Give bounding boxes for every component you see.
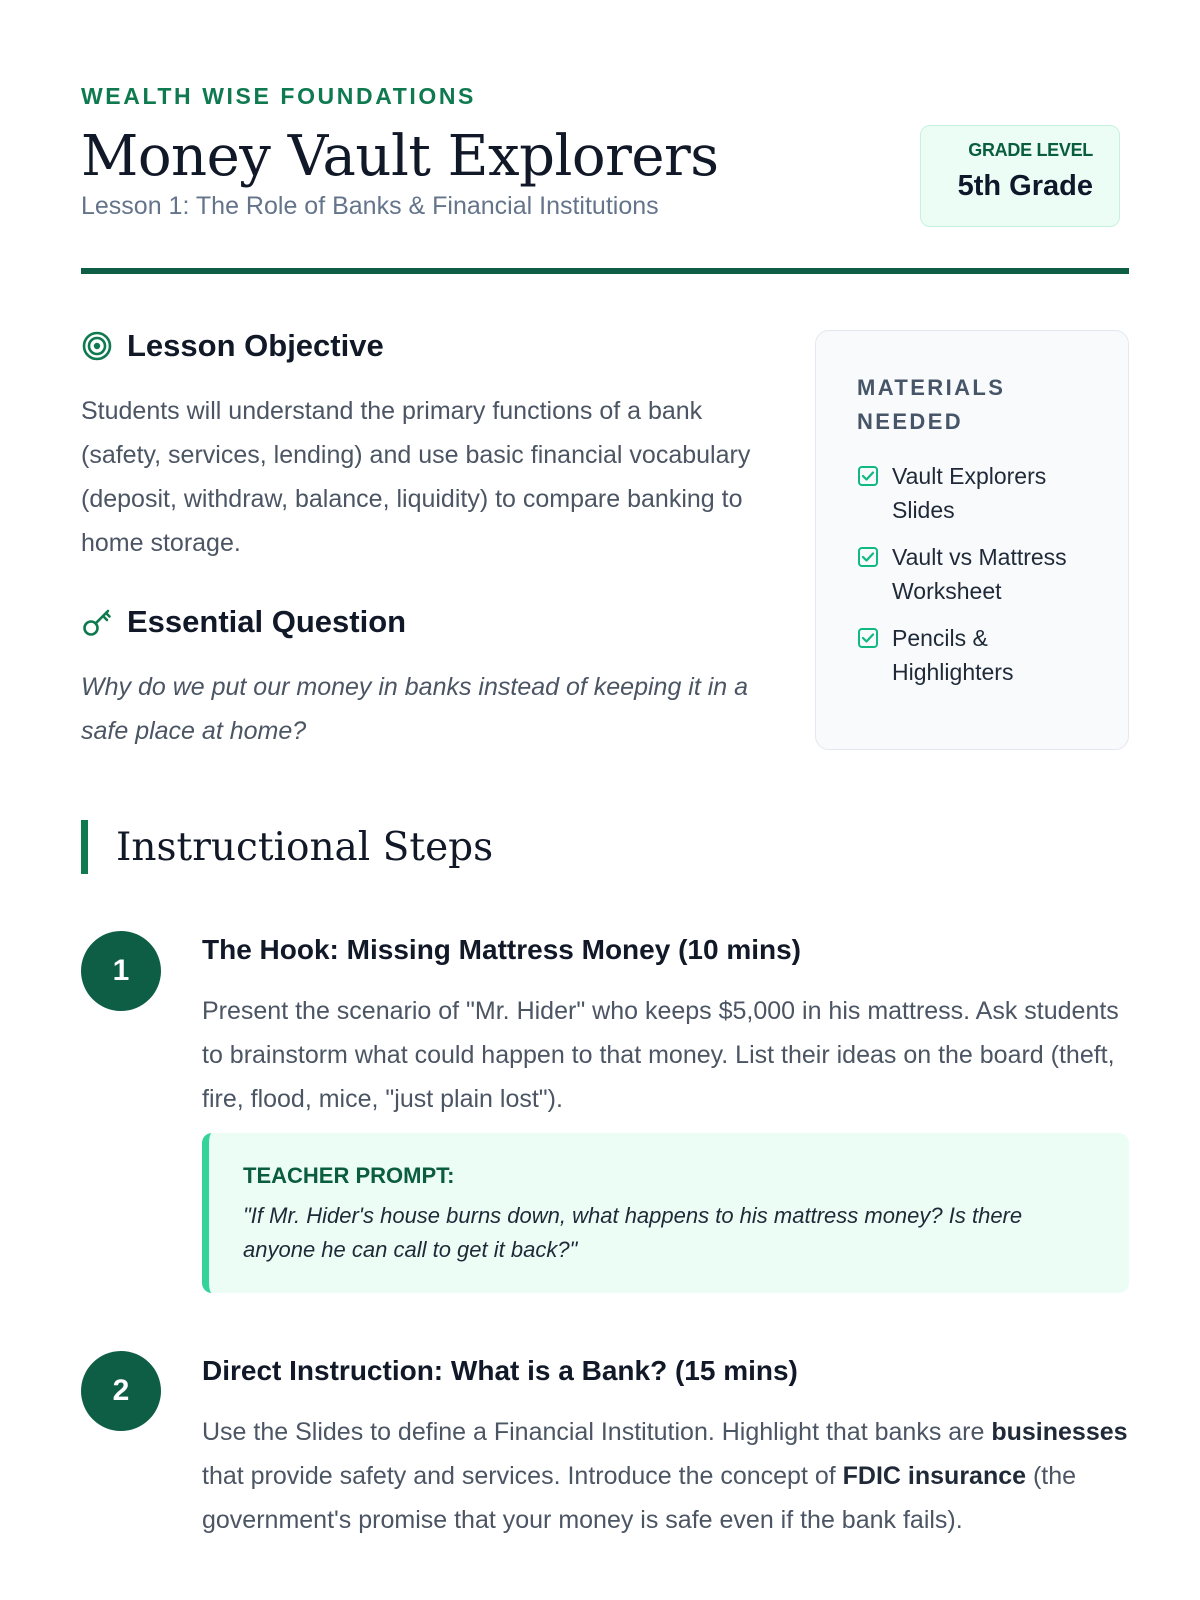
teacher-prompt-text: "If Mr. Hider's house burns down, what happens to his mattress money? Is there anyone he can call to get it back?" bbox=[243, 1203, 1023, 1262]
step-title: Direct Instruction: What is a Bank? (15 mins) bbox=[202, 1355, 798, 1386]
teacher-prompt-label: TEACHER PROMPT: bbox=[243, 1163, 455, 1188]
teacher-prompt-callout bbox=[202, 1133, 1129, 1293]
key-icon bbox=[81, 606, 113, 638]
page-title: Money Vault Explorers bbox=[81, 124, 719, 189]
material-item bbox=[857, 621, 1098, 689]
question-heading: Essential Question bbox=[127, 604, 407, 639]
step-body-emphasis: FDIC insurance bbox=[842, 1462, 1027, 1490]
materials-title: MATERIALS NEEDED bbox=[857, 375, 1006, 434]
objective-heading-row bbox=[81, 328, 384, 364]
program-eyebrow: WEALTH WISE FOUNDATIONS bbox=[81, 83, 476, 109]
grade-level-badge bbox=[920, 125, 1120, 227]
step-body-text: Use the Slides to define a Financial Institution. Highlight that banks are bbox=[202, 1418, 992, 1446]
checkbox-checked-icon bbox=[857, 627, 879, 649]
steps-heading-bar bbox=[81, 820, 493, 874]
material-label: Pencils & Highlighters bbox=[892, 625, 1014, 685]
steps-heading: Instructional Steps bbox=[116, 824, 494, 870]
step-title: The Hook: Missing Mattress Money (10 mins) bbox=[202, 934, 801, 965]
step-body-text: that provide safety and services. Introduce the concept of bbox=[202, 1462, 843, 1490]
question-text: Why do we put our money in banks instead of keeping it in a safe place at home? bbox=[81, 673, 749, 745]
step-number-badge: 1 bbox=[81, 931, 161, 1011]
header-divider bbox=[81, 268, 1129, 274]
step-body-text: (the government's promise that your money is safe even if the bank fails). bbox=[202, 1462, 1077, 1534]
materials-list bbox=[857, 459, 1098, 689]
step-body bbox=[202, 1410, 1129, 1542]
checkbox-checked-icon bbox=[857, 465, 879, 487]
question-heading-row bbox=[81, 604, 406, 640]
material-item bbox=[857, 459, 1098, 527]
material-label: Vault Explorers Slides bbox=[892, 463, 1047, 523]
step-body-emphasis: businesses bbox=[991, 1418, 1128, 1446]
objective-heading: Lesson Objective bbox=[127, 328, 384, 363]
materials-panel bbox=[815, 330, 1129, 750]
target-icon bbox=[81, 330, 113, 362]
material-item bbox=[857, 540, 1098, 608]
grade-level-label: GRADE LEVEL bbox=[968, 140, 1093, 160]
lesson-subtitle: Lesson 1: The Role of Banks & Financial Institutions bbox=[81, 192, 659, 220]
grade-level-value: 5th Grade bbox=[957, 170, 1093, 202]
step-number-badge: 2 bbox=[81, 1351, 161, 1431]
step-body: Present the scenario of "Mr. Hider" who keeps $5,000 in his mattress. Ask students to brainstorm what could happen to that money. List their ideas on the board (theft, fire, flood, mice, "just plain lost"). bbox=[202, 997, 1119, 1113]
material-label: Vault vs Mattress Worksheet bbox=[892, 544, 1067, 604]
objective-text: Students will understand the primary functions of a bank (safety, services, lending) and use basic financial vocabulary (deposit, withdraw, balance, liquidity) to compare banking to home storage. bbox=[81, 397, 751, 557]
checkbox-checked-icon bbox=[857, 546, 879, 568]
